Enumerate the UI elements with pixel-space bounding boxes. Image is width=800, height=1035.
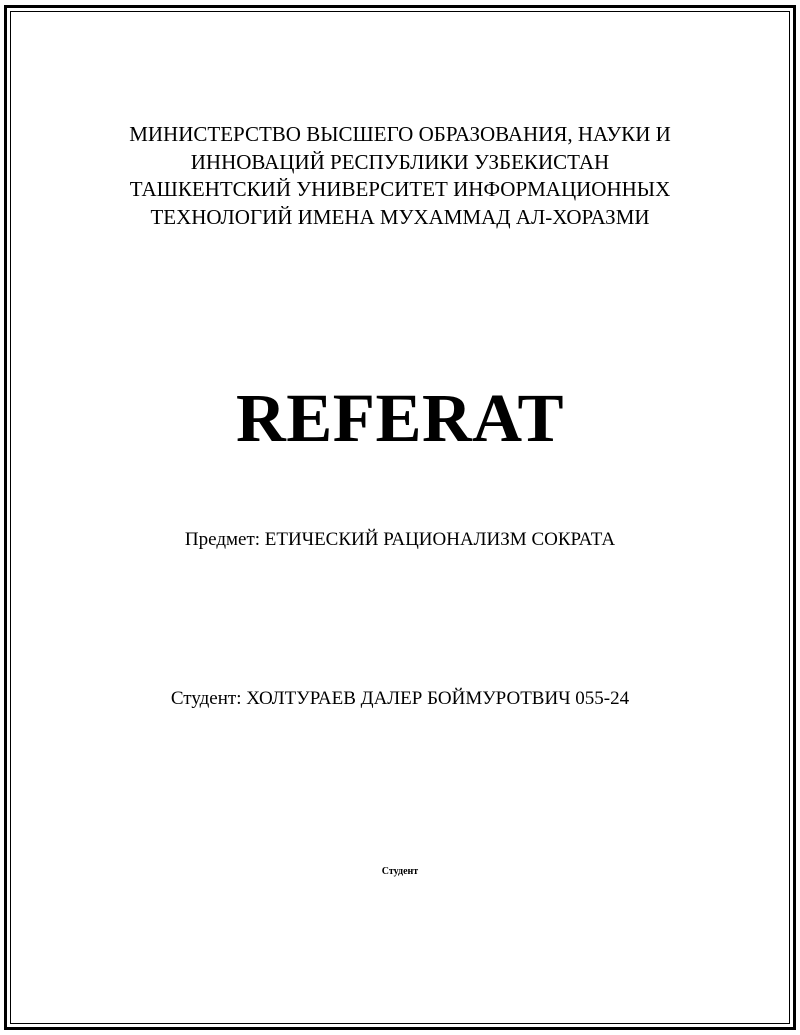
document-title: REFERAT bbox=[235, 380, 565, 456]
institution-header bbox=[0, 121, 800, 231]
institution-line-1: МИНИСТЕРСТВО ВЫСШЕГО ОБРАЗОВАНИЯ, НАУКИ И bbox=[129, 122, 671, 146]
student-value: ХОЛТУРАЕВ ДАЛЕР БОЙМУРОТВИЧ 055-24 bbox=[246, 688, 630, 709]
student-label: Студент: bbox=[170, 688, 242, 709]
subject-label: Предмет: bbox=[184, 529, 261, 550]
footer-student-label: Студент bbox=[381, 866, 419, 877]
subject-value: ЕТИЧЕСКИЙ РАЦИОНАЛИЗМ СОКРАТА bbox=[264, 529, 616, 550]
institution-line-2: ИННОВАЦИЙ РЕСПУБЛИКИ УЗБЕКИСТАН bbox=[190, 149, 610, 174]
institution-line-4: ТЕХНОЛОГИЙ ИМЕНА МУХАММАД АЛ-ХОРАЗМИ bbox=[150, 204, 650, 229]
institution-line-3: ТАШКЕНТСКИЙ УНИВЕРСИТЕТ ИНФОРМАЦИОННЫХ bbox=[129, 177, 671, 201]
subject-line bbox=[0, 528, 800, 552]
student-line bbox=[0, 687, 800, 711]
